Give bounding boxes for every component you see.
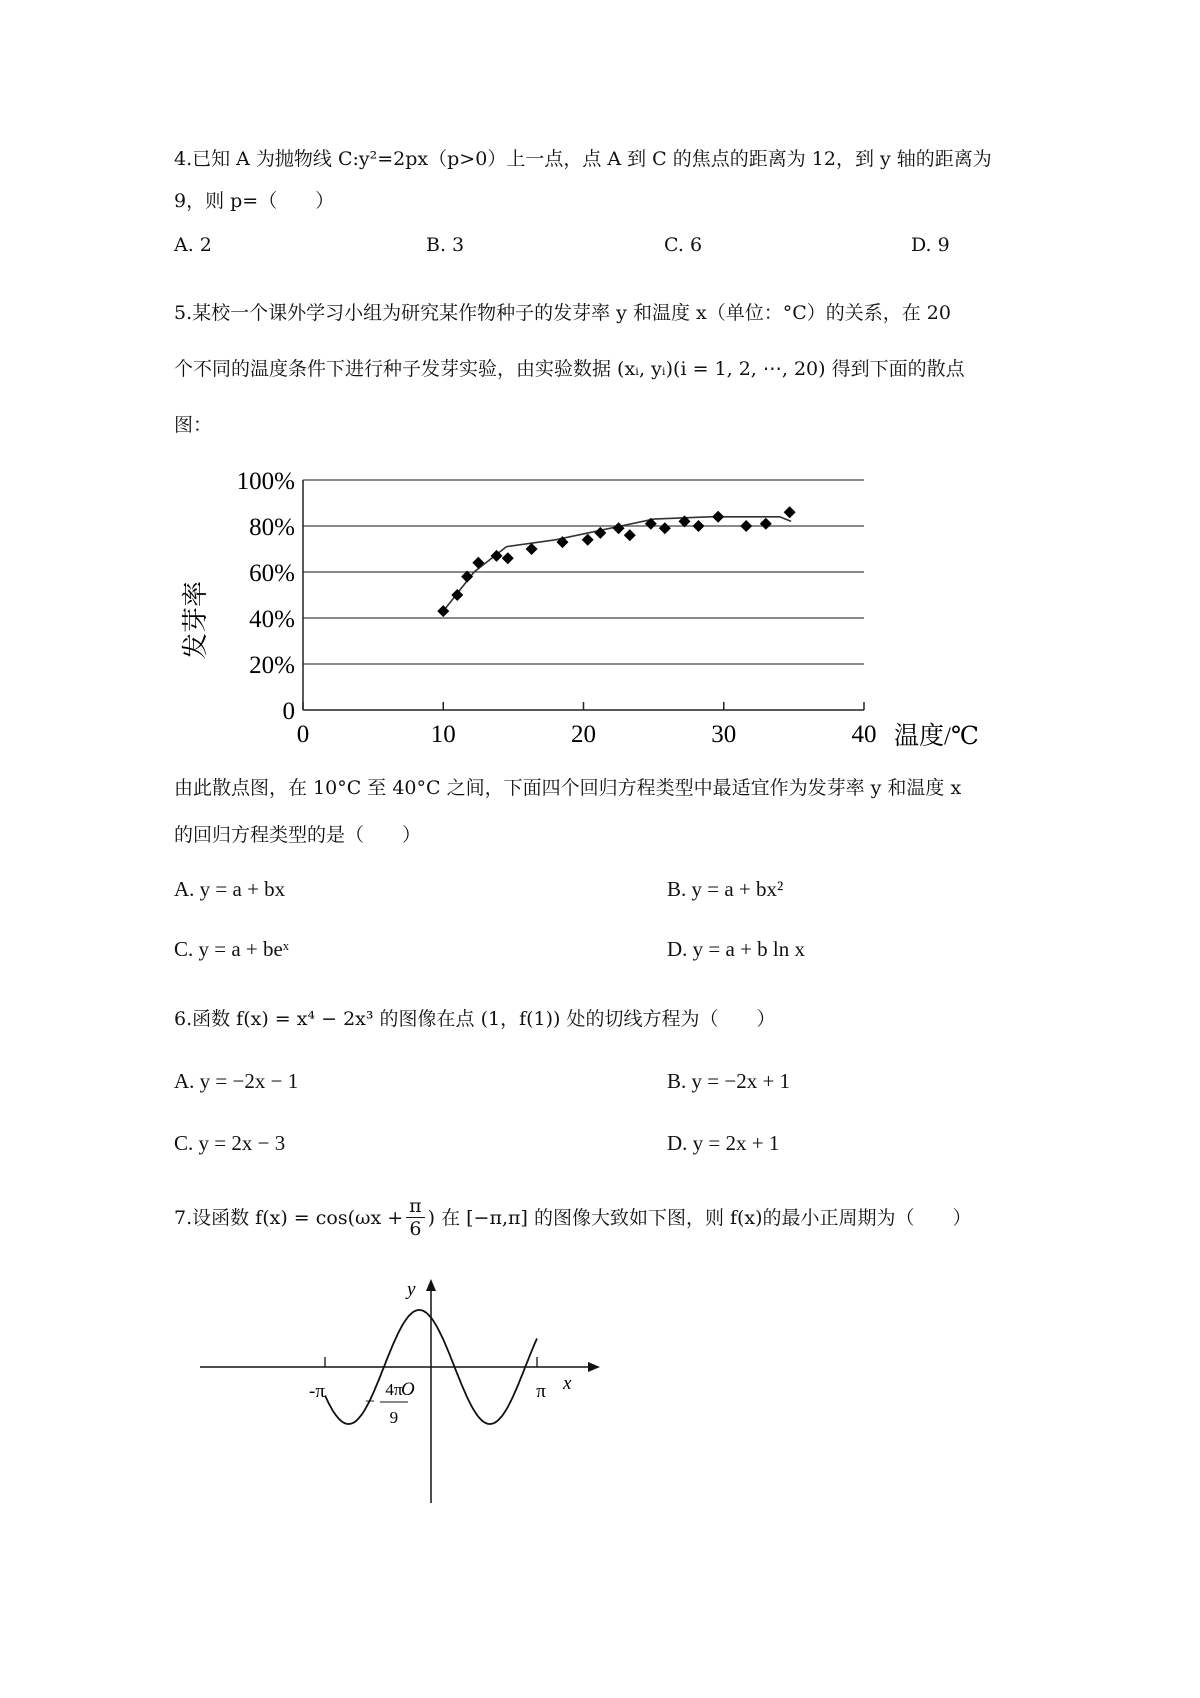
y-axis-arrow — [426, 1279, 436, 1291]
data-point — [760, 518, 772, 530]
x-tick-label: 40 — [851, 721, 877, 748]
data-point — [526, 543, 538, 555]
x-axis-label: x — [563, 1373, 572, 1394]
q5-option-c[interactable]: C. y = a + beˣ — [174, 937, 289, 961]
q7-frac-num: π — [406, 1195, 425, 1218]
data-point — [659, 522, 671, 534]
y-axis-label: y — [407, 1279, 416, 1300]
x-axis-label: 温度/℃ — [894, 723, 979, 750]
zero-minus-sign: − — [364, 1391, 375, 1411]
data-point — [740, 520, 752, 532]
q6-option-c[interactable]: C. y = 2x − 3 — [174, 1131, 286, 1155]
y-axis-label: 发芽率 — [181, 580, 210, 660]
q6-option-d[interactable]: D. y = 2x + 1 — [667, 1131, 780, 1155]
data-point — [784, 506, 796, 518]
x-tick-label: 0 — [296, 721, 310, 748]
data-point — [472, 557, 484, 569]
q6-option-a[interactable]: A. y = −2x − 1 — [174, 1069, 299, 1093]
y-tick-label: 0 — [282, 698, 295, 725]
q5-line-1: 5.某校一个课外学习小组为研究某作物种子的发芽率 y 和温度 x（单位：°C）的关系，在 20 — [174, 302, 951, 324]
y-tick-label: 60% — [249, 560, 295, 587]
data-point — [502, 552, 514, 564]
zero-label-den: 9 — [389, 1408, 399, 1427]
data-point — [613, 522, 625, 534]
q6-option-b[interactable]: B. y = −2x + 1 — [667, 1069, 791, 1093]
q5-line-2: 个不同的温度条件下进行种子发芽实验，由实验数据 (xᵢ, yᵢ)(i = 1, 2, ⋯, 20) 得到下面的散点 — [174, 358, 965, 380]
q7-frac-den: 6 — [409, 1218, 422, 1240]
x-axis-arrow — [588, 1362, 600, 1372]
q4-option-d[interactable]: D. 9 — [911, 234, 950, 256]
q7-line — [174, 1195, 972, 1240]
q4-option-c[interactable]: C. 6 — [664, 234, 703, 256]
q7-fraction — [406, 1195, 425, 1240]
q5-option-d[interactable]: D. y = a + b ln x — [667, 937, 806, 961]
x-tick-label: 30 — [711, 721, 737, 748]
q4-option-a[interactable]: A. 2 — [174, 234, 212, 256]
x-tick-label: 10 — [430, 721, 456, 748]
x-tick-label: -π — [309, 1381, 325, 1402]
q5-option-a[interactable]: A. y = a + bx — [174, 877, 286, 901]
germination-scatter-chart — [170, 455, 1010, 755]
x-tick-label: 20 — [571, 721, 596, 748]
data-point — [693, 520, 705, 532]
data-point — [712, 511, 724, 523]
y-tick-label: 20% — [249, 652, 295, 679]
q4-option-b[interactable]: B. 3 — [426, 234, 465, 256]
y-tick-label: 100% — [236, 468, 295, 495]
q5-after-2: 的回归方程类型的是（ ） — [174, 824, 422, 846]
zero-label-num: 4π — [385, 1380, 403, 1399]
q4-line-2: 9，则 p=（ ） — [174, 190, 335, 212]
origin-label: O — [401, 1379, 415, 1400]
q4-line-1: 4.已知 A 为抛物线 C:y²=2px（p>0）上一点，点 A 到 C 的焦点的距离为 12，到 y 轴的距离为 — [174, 148, 992, 170]
q6-line: 6.函数 f(x) = x⁴ − 2x³ 的图像在点 (1，f(1)) 处的切线方程为（ ） — [174, 1008, 776, 1030]
data-point — [582, 534, 594, 546]
q7-text-post: ) 在 [−π,π] 的图像大致如下图，则 f(x)的最小正周期为（ ） — [427, 1206, 972, 1229]
cosine-graph — [200, 1275, 670, 1520]
q5-option-b[interactable]: B. y = a + bx² — [667, 877, 784, 901]
x-tick-label: π — [536, 1381, 546, 1402]
y-tick-label: 40% — [249, 606, 295, 633]
q7-text-pre: 7.设函数 f(x) = cos(ωx + — [174, 1206, 404, 1229]
q5-line-3: 图： — [174, 414, 213, 436]
y-tick-label: 80% — [249, 514, 295, 541]
q5-after-1: 由此散点图，在 10°C 至 40°C 之间，下面四个回归方程类型中最适宜作为发芽率 y 和温度 x — [174, 777, 962, 799]
data-point — [624, 529, 636, 541]
